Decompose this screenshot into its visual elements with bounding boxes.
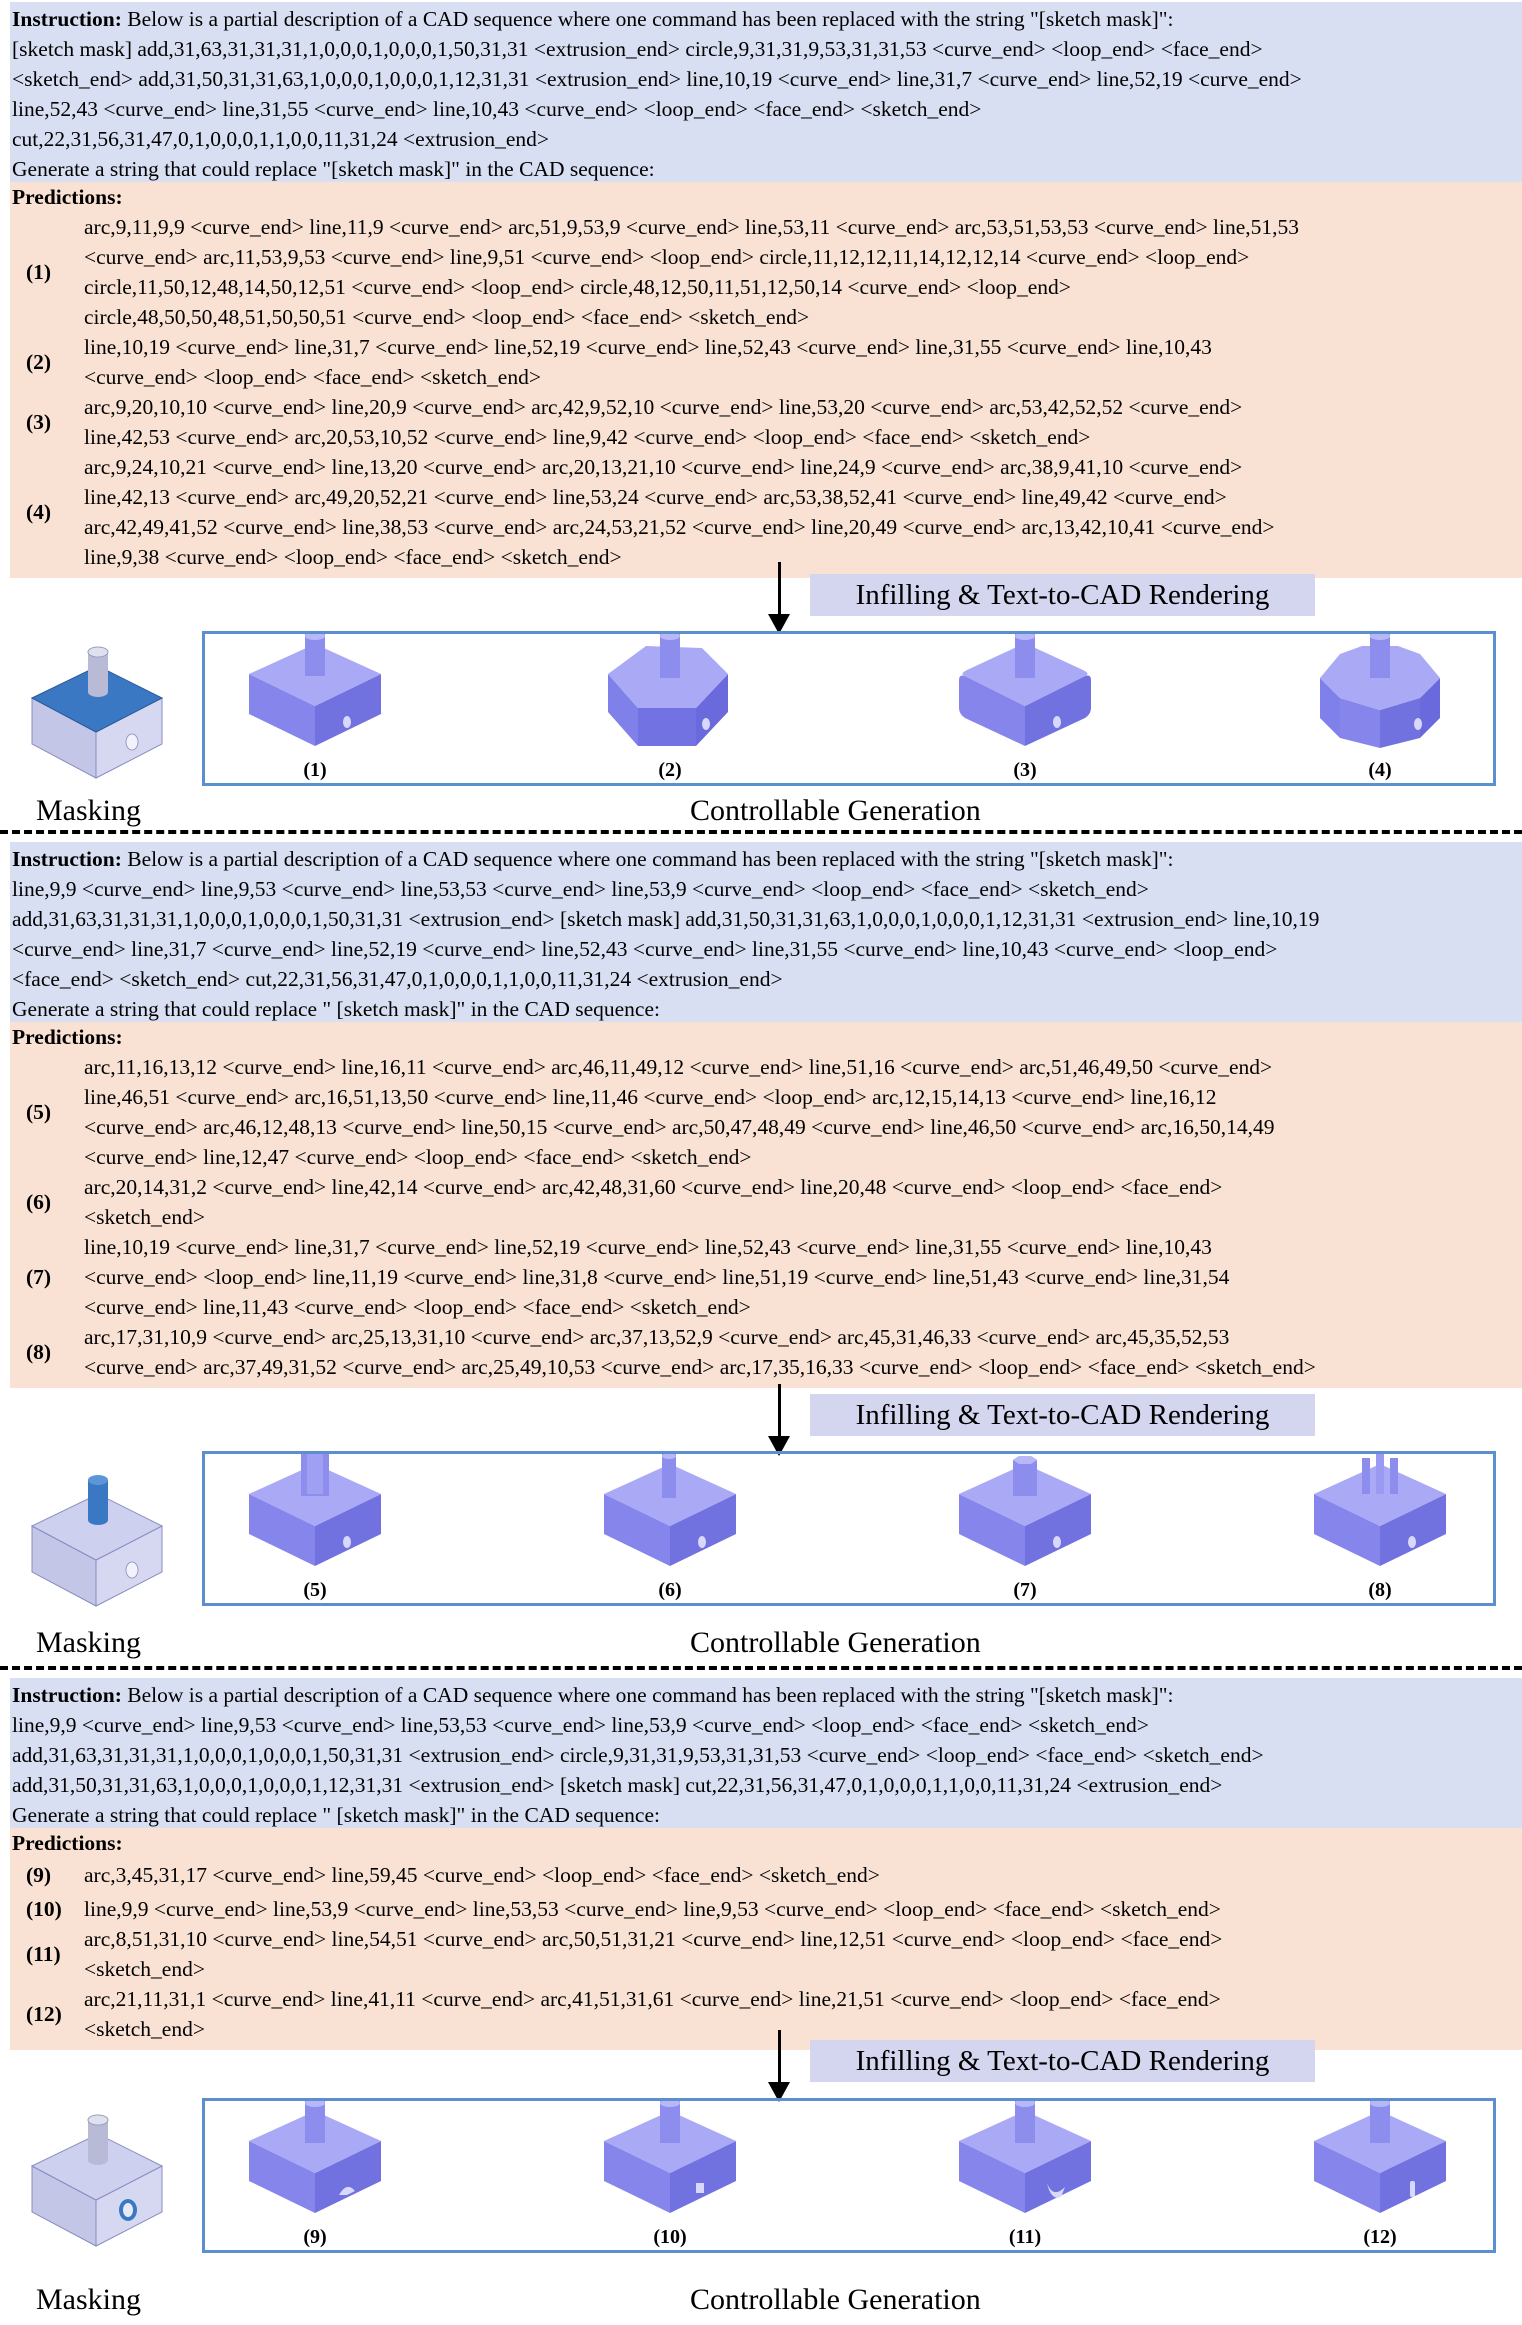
instruction-block-2 [10,842,1522,1028]
cad-render [590,1454,750,1604]
pipeline-label: Infilling & Text-to-CAD Rendering [810,2040,1315,2082]
instruction-line: line,9,9 <curve_end> line,9,53 <curve_end> line,53,53 <curve_end> line,53,9 <curve_end> <loop_end> <face_end> <sketch_end> [12,877,1149,901]
instruction-line: <curve_end> line,31,7 <curve_end> line,52,19 <curve_end> line,52,43 <curve_end> line,31,55 <curve_end> line,10,43 <curve_end> <loop_end> [12,937,1278,961]
prediction-line: <sketch_end> [84,1957,205,1981]
prediction-item [12,392,1518,452]
prediction-line: arc,21,11,31,1 <curve_end> line,41,11 <curve_end> arc,41,51,31,61 <curve_end> line,21,51 <curve_end> <loop_end> <face_end> [84,1987,1221,2011]
render-caption: (2) [658,759,682,781]
prediction-line: circle,11,50,12,48,14,50,12,51 <curve_end> <loop_end> circle,48,12,50,11,51,12,50,14 <curve_end> <loop_end> [84,275,1071,299]
prediction-line: <curve_end> line,12,47 <curve_end> <loop_end> <face_end> <sketch_end> [84,1145,752,1169]
pipeline-label: Infilling & Text-to-CAD Rendering [810,574,1315,616]
masking-caption: Masking [36,2283,141,2316]
prediction-line: arc,20,14,31,2 <curve_end> line,42,14 <curve_end> arc,42,48,31,60 <curve_end> line,20,48 <curve_end> <loop_end> <face_end> [84,1175,1223,1199]
instruction-label: Instruction: [12,847,122,871]
prediction-line: arc,3,45,31,17 <curve_end> line,59,45 <curve_end> <loop_end> <face_end> <sketch_end> [84,1863,880,1887]
cad-render [945,634,1105,784]
predictions-block-2 [10,1022,1522,1388]
flow-arrow [760,562,800,636]
render-caption: (4) [1368,759,1392,781]
instruction-block-1 [10,2,1522,188]
instruction-line: Below is a partial description of a CAD sequence where one command has been replaced with the string "[sketch mask]": [121,7,1174,31]
predictions-label: Predictions: [12,185,123,209]
instruction-line: Generate a string that could replace " [sketch mask]" in the CAD sequence: [12,1803,660,1827]
render-frame-2 [202,1451,1496,1606]
prediction-line: arc,9,11,9,9 <curve_end> line,11,9 <curve_end> arc,51,9,53,9 <curve_end> line,53,11 <curve_end> arc,53,51,53,53 <curve_end> line,51,53 [84,215,1300,239]
prediction-line: circle,48,50,50,48,51,50,50,51 <curve_end> <loop_end> <face_end> <sketch_end> [84,305,810,329]
flow-arrow [760,1384,800,1458]
masked-input-model [22,2106,167,2251]
render-frame-1 [202,631,1496,786]
prediction-number: (10) [26,1897,62,1921]
prediction-item [12,332,1518,392]
prediction-number: (1) [26,260,52,284]
prediction-line: line,42,53 <curve_end> arc,20,53,10,52 <curve_end> line,9,42 <curve_end> <loop_end> <face_end> <sketch_end> [84,425,1091,449]
render-caption: (10) [653,2226,687,2248]
prediction-item [12,1232,1518,1322]
prediction-item [12,1858,1518,1894]
prediction-number: (4) [26,500,52,524]
render-caption: (6) [658,1579,682,1601]
cad-render [235,1454,395,1604]
prediction-line: <curve_end> line,11,43 <curve_end> <loop_end> <face_end> <sketch_end> [84,1295,751,1319]
prediction-item [12,452,1518,572]
prediction-number: (6) [26,1190,52,1214]
section-divider [0,1666,1522,1670]
prediction-number: (12) [26,2002,62,2026]
cad-render [1300,634,1460,784]
prediction-line: arc,9,24,10,21 <curve_end> line,13,20 <curve_end> arc,20,13,21,10 <curve_end> line,24,9 <curve_end> arc,38,9,41,10 <curve_end> [84,455,1243,479]
render-caption: (12) [1363,2226,1397,2248]
prediction-item [12,1322,1518,1382]
prediction-number: (11) [26,1942,61,1966]
instruction-line: Below is a partial description of a CAD sequence where one command has been replaced with the string "[sketch mask]": [121,1683,1174,1707]
masked-input-model [22,1466,167,1611]
prediction-line: <sketch_end> [84,2017,205,2041]
cad-render [1300,2101,1460,2251]
prediction-number: (8) [26,1340,52,1364]
prediction-line: line,42,13 <curve_end> arc,49,20,52,21 <curve_end> line,53,24 <curve_end> arc,53,38,52,41 <curve_end> line,49,42 <curve_end> [84,485,1227,509]
instruction-line: add,31,63,31,31,31,1,0,0,0,1,0,0,0,1,50,31,31 <extrusion_end> circle,9,31,31,9,53,31,31,53 <curve_end> <loop_end> <face_end> <sketch_end> [12,1743,1264,1767]
instruction-line: [sketch mask] add,31,63,31,31,31,1,0,0,0,1,0,0,0,1,50,31,31 <extrusion_end> circle,9,31,31,9,53,31,31,53 <curve_end> <loop_end> <face_end> [12,37,1263,61]
prediction-line: arc,17,31,10,9 <curve_end> arc,25,13,31,10 <curve_end> arc,37,13,52,9 <curve_end> arc,45,31,46,33 <curve_end> arc,45,35,52,53 [84,1325,1230,1349]
render-caption: (3) [1013,759,1037,781]
controllable-caption: Controllable Generation [690,1626,981,1659]
masking-caption: Masking [36,794,141,827]
instruction-line: line,9,9 <curve_end> line,9,53 <curve_end> line,53,53 <curve_end> line,53,9 <curve_end> <loop_end> <face_end> <sketch_end> [12,1713,1149,1737]
prediction-line: line,9,38 <curve_end> <loop_end> <face_end> <sketch_end> [84,545,622,569]
render-frame-3 [202,2098,1496,2253]
predictions-label: Predictions: [12,1025,123,1049]
prediction-item [12,1052,1518,1172]
prediction-line: <curve_end> arc,11,53,9,53 <curve_end> line,9,51 <curve_end> <loop_end> circle,11,12,12,11,14,12,12,14 <curve_end> <loop_end> [84,245,1250,269]
prediction-number: (3) [26,410,52,434]
instruction-line: Generate a string that could replace "[sketch mask]" in the CAD sequence: [12,157,655,181]
prediction-line: <curve_end> <loop_end> <face_end> <sketch_end> [84,365,541,389]
controllable-caption: Controllable Generation [690,2283,981,2316]
prediction-number: (2) [26,350,52,374]
masked-input-model [22,638,167,783]
instruction-label: Instruction: [12,7,122,31]
masking-caption: Masking [36,1626,141,1659]
section-divider [0,830,1522,834]
flow-arrow [760,2030,800,2104]
prediction-line: <sketch_end> [84,1205,205,1229]
render-caption: (8) [1368,1579,1392,1601]
prediction-number: (5) [26,1100,52,1124]
prediction-number: (7) [26,1265,52,1289]
cad-render [590,634,750,784]
instruction-line: <face_end> <sketch_end> cut,22,31,56,31,47,0,1,0,0,0,1,1,0,0,11,31,24 <extrusion_end> [12,967,783,991]
instruction-label: Instruction: [12,1683,122,1707]
prediction-number: (9) [26,1863,52,1887]
cad-render [1300,1454,1460,1604]
predictions-block-1 [10,182,1522,578]
cad-render [945,1454,1105,1604]
controllable-caption: Controllable Generation [690,794,981,827]
instruction-line: add,31,63,31,31,31,1,0,0,0,1,0,0,0,1,50,31,31 <extrusion_end> [sketch mask] add,31,50,31,31,63,1,0,0,0,1,0,0,0,1,12,31,31 <extrusion_end> line,10,19 [12,907,1320,931]
prediction-line: arc,11,16,13,12 <curve_end> line,16,11 <curve_end> arc,46,11,49,12 <curve_end> line,51,16 <curve_end> arc,51,46,49,50 <curve_end> [84,1055,1273,1079]
prediction-line: <curve_end> <loop_end> line,11,19 <curve_end> line,31,8 <curve_end> line,51,19 <curve_end> line,51,43 <curve_end> line,31,54 [84,1265,1230,1289]
prediction-line: line,46,51 <curve_end> arc,16,51,13,50 <curve_end> line,11,46 <curve_end> <loop_end> arc,12,15,14,13 <curve_end> line,16,12 [84,1085,1217,1109]
instruction-line: <sketch_end> add,31,50,31,31,63,1,0,0,0,1,0,0,0,1,12,31,31 <extrusion_end> line,10,19 <curve_end> line,31,7 <curve_end> line,52,19 <curve_end> [12,67,1302,91]
predictions-label: Predictions: [12,1831,123,1855]
prediction-item [12,1172,1518,1232]
cad-render [945,2101,1105,2251]
prediction-line: line,10,19 <curve_end> line,31,7 <curve_end> line,52,19 <curve_end> line,52,43 <curve_end> line,31,55 <curve_end> line,10,43 [84,335,1212,359]
prediction-line: <curve_end> arc,46,12,48,13 <curve_end> line,50,15 <curve_end> arc,50,47,48,49 <curve_end> line,46,50 <curve_end> arc,16,50,14,49 [84,1115,1275,1139]
prediction-item [12,1894,1518,1924]
cad-render [235,634,395,784]
instruction-line: line,52,43 <curve_end> line,31,55 <curve_end> line,10,43 <curve_end> <loop_end> <face_end> <sketch_end> [12,97,982,121]
render-caption: (11) [1008,2226,1042,2248]
prediction-line: line,10,19 <curve_end> line,31,7 <curve_end> line,52,19 <curve_end> line,52,43 <curve_end> line,31,55 <curve_end> line,10,43 [84,1235,1212,1259]
render-caption: (5) [303,1579,327,1601]
cad-render [590,2101,750,2251]
instruction-line: add,31,50,31,31,63,1,0,0,0,1,0,0,0,1,12,31,31 <extrusion_end> [sketch mask] cut,22,31,56,31,47,0,1,0,0,0,1,1,0,0,11,31,24 <extrusion_end> [12,1773,1223,1797]
instruction-line: Below is a partial description of a CAD sequence where one command has been replaced with the string "[sketch mask]": [121,847,1174,871]
prediction-line: line,9,9 <curve_end> line,53,9 <curve_end> line,53,53 <curve_end> line,9,53 <curve_end> <loop_end> <face_end> <sketch_end> [84,1897,1221,1921]
render-caption: (7) [1013,1579,1037,1601]
instruction-line: Generate a string that could replace " [sketch mask]" in the CAD sequence: [12,997,660,1021]
instruction-block-3 [10,1678,1522,1834]
predictions-block-3 [10,1828,1522,2050]
prediction-line: <curve_end> arc,37,49,31,52 <curve_end> arc,25,49,10,53 <curve_end> arc,17,35,16,33 <curve_end> <loop_end> <face_end> <sketch_end> [84,1355,1316,1379]
pipeline-label: Infilling & Text-to-CAD Rendering [810,1394,1315,1436]
instruction-line: cut,22,31,56,31,47,0,1,0,0,0,1,1,0,0,11,31,24 <extrusion_end> [12,127,550,151]
prediction-line: arc,42,49,41,52 <curve_end> line,38,53 <curve_end> arc,24,53,21,52 <curve_end> line,20,49 <curve_end> arc,13,42,10,41 <curve_end> [84,515,1275,539]
render-caption: (9) [303,2226,327,2248]
cad-render [235,2101,395,2251]
prediction-item [12,1924,1518,1984]
prediction-line: arc,8,51,31,10 <curve_end> line,54,51 <curve_end> arc,50,51,31,21 <curve_end> line,12,51 <curve_end> <loop_end> <face_end> [84,1927,1223,1951]
render-caption: (1) [303,759,327,781]
prediction-line: arc,9,20,10,10 <curve_end> line,20,9 <curve_end> arc,42,9,52,10 <curve_end> line,53,20 <curve_end> arc,53,42,52,52 <curve_end> [84,395,1243,419]
prediction-item [12,212,1518,332]
